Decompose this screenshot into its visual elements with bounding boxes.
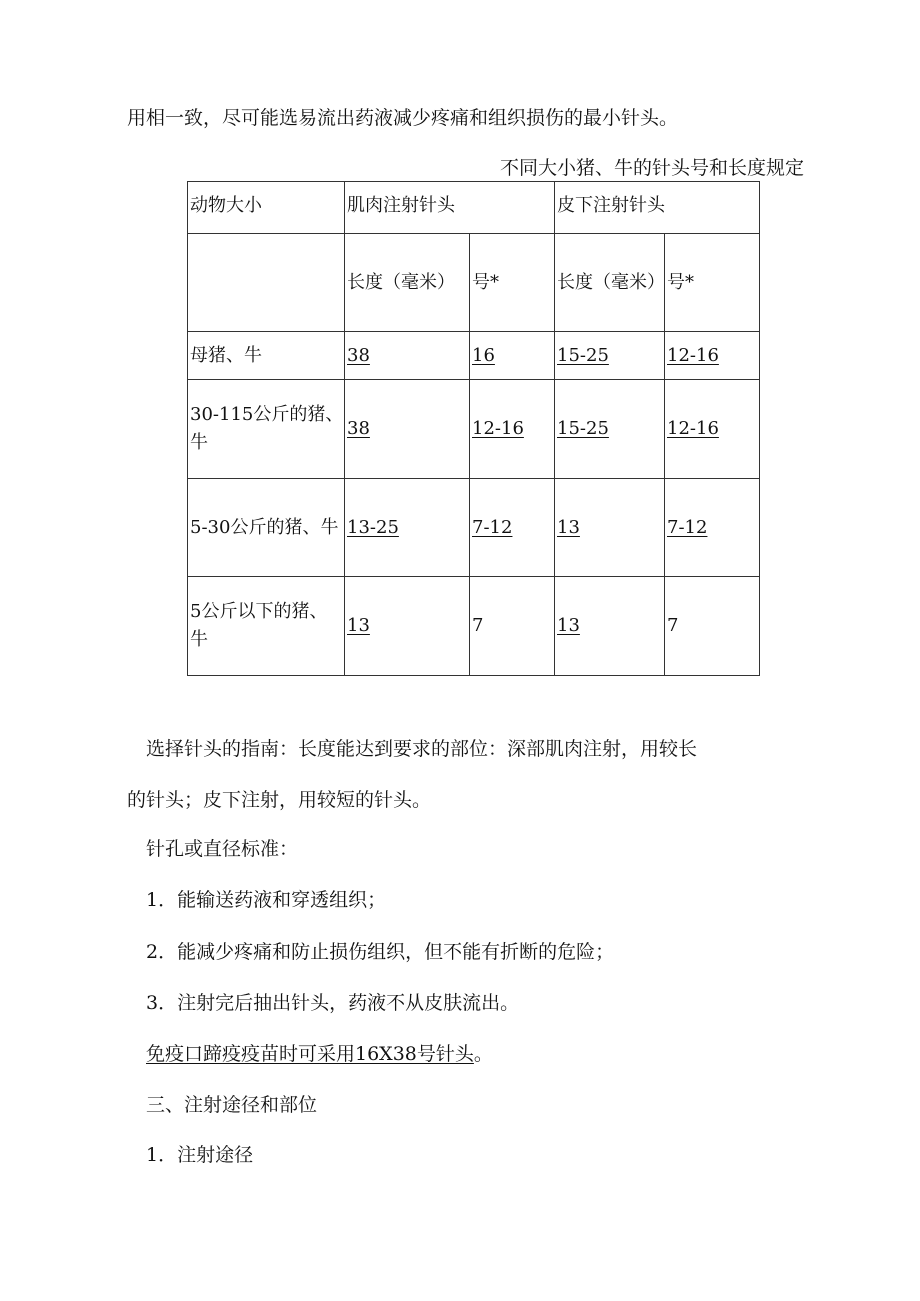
value-link: 12-16 xyxy=(667,344,719,366)
guide-paragraph-line2: 的针头；皮下注射，用较短的针头。 xyxy=(127,789,432,811)
subheader-empty xyxy=(188,234,345,332)
subsection-heading: 1．注射途径 xyxy=(146,1144,254,1166)
table-row xyxy=(188,332,760,380)
cell-sc-gauge xyxy=(665,380,760,479)
fmd-note-link: 免疫口蹄疫疫苗时可采用16X38号针头 xyxy=(146,1043,474,1065)
header-animal-size: 动物大小 xyxy=(188,182,345,234)
value-link: 7-12 xyxy=(667,516,708,538)
table-row xyxy=(188,479,760,577)
value-link: 38 xyxy=(347,344,370,366)
standard-item: 2．能减少疼痛和防止损伤组织，但不能有折断的危险； xyxy=(146,941,615,963)
section-heading: 三、注射途径和部位 xyxy=(146,1094,318,1116)
value-link: 12-16 xyxy=(667,418,719,439)
cell-size: 30-115公斤的猪、牛 xyxy=(188,380,345,479)
cell-im-gauge xyxy=(470,479,555,577)
subheader-im-length: 长度（毫米） xyxy=(345,234,470,332)
cell-im-length xyxy=(345,380,470,479)
value-link: 13 xyxy=(347,615,370,636)
table-header-row xyxy=(188,182,760,234)
needle-spec-table xyxy=(187,181,760,676)
cell-sc-length xyxy=(555,332,665,380)
fmd-vaccine-note xyxy=(146,1042,493,1066)
cell-sc-gauge: 7 xyxy=(665,577,760,676)
header-intramuscular: 肌肉注射针头 xyxy=(345,182,555,234)
cell-sc-length xyxy=(555,380,665,479)
table-row xyxy=(188,380,760,479)
cell-im-gauge: 7 xyxy=(470,577,555,676)
cell-sc-gauge xyxy=(665,479,760,577)
fmd-note-period: 。 xyxy=(473,1043,493,1065)
cell-im-length xyxy=(345,479,470,577)
cell-sc-length xyxy=(555,479,665,577)
cell-im-length xyxy=(345,577,470,676)
value-link: 13 xyxy=(557,516,580,538)
value-link: 16 xyxy=(472,344,495,366)
cell-size: 母猪、牛 xyxy=(188,332,345,380)
value-link: 12-16 xyxy=(472,418,524,439)
cell-im-length xyxy=(345,332,470,380)
table-row xyxy=(188,577,760,676)
table-caption: 不同大小猪、牛的针头号和长度规定 xyxy=(500,157,805,179)
standard-item: 3．注射完后抽出针头，药液不从皮肤流出。 xyxy=(146,992,520,1014)
cell-im-gauge xyxy=(470,332,555,380)
standard-heading: 针孔或直径标准： xyxy=(146,838,299,860)
value-link: 15-25 xyxy=(557,344,609,366)
value-link: 13-25 xyxy=(347,516,399,538)
value-link: 13 xyxy=(557,615,580,636)
value-link: 38 xyxy=(347,418,370,439)
header-subcutaneous: 皮下注射针头 xyxy=(555,182,760,234)
subheader-sc-gauge: 号* xyxy=(665,234,760,332)
subheader-im-gauge: 号* xyxy=(470,234,555,332)
subheader-sc-length: 长度（毫米） xyxy=(555,234,665,332)
table-subheader-row xyxy=(188,234,760,332)
cell-sc-length xyxy=(555,577,665,676)
cell-im-gauge xyxy=(470,380,555,479)
value-link: 7-12 xyxy=(472,516,513,538)
cell-sc-gauge xyxy=(665,332,760,380)
cell-size: 5-30公斤的猪、牛 xyxy=(188,479,345,577)
standard-item: 1．能输送药液和穿透组织； xyxy=(146,889,387,911)
guide-paragraph-line1: 选择针头的指南：长度能达到要求的部位：深部肌肉注射，用较长 xyxy=(146,738,698,760)
cell-size: 5公斤以下的猪、牛 xyxy=(188,577,345,676)
value-link: 15-25 xyxy=(557,418,609,439)
intro-paragraph: 用相一致，尽可能选易流出药液减少疼痛和组织损伤的最小针头。 xyxy=(127,107,679,129)
